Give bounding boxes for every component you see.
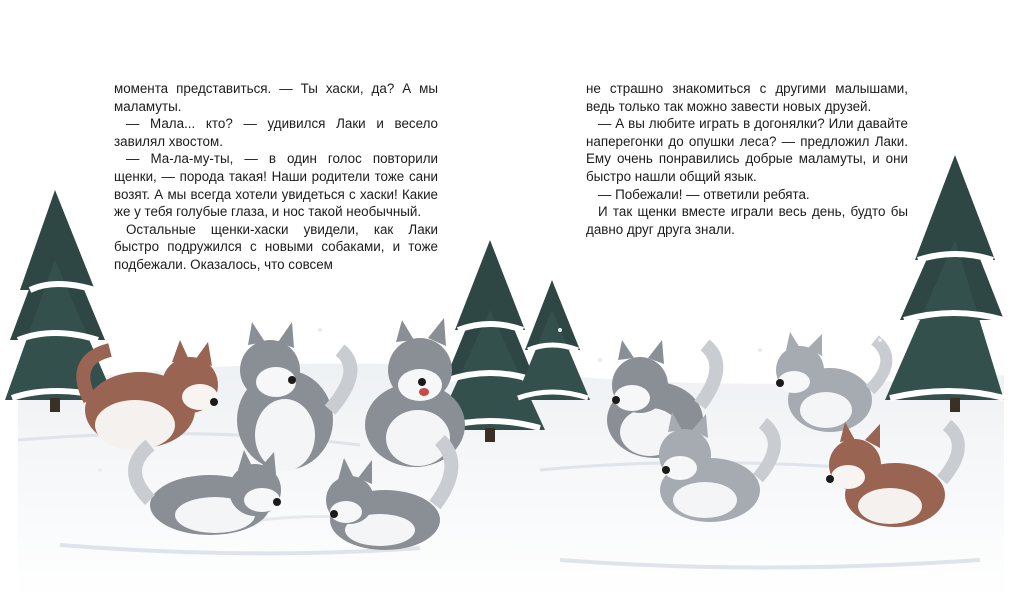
paragraph: — Побежали! — ответили ребята.	[598, 186, 810, 202]
tree-left	[5, 190, 115, 412]
text-column-right	[586, 80, 908, 238]
text-column-left	[114, 80, 438, 274]
paragraph: — Ма-ла-му-ты, — в один голос повторили щенки, — порода такая! Наши родители тоже сани возят. А мы всегда хотели увидеться с хаски! Какие же у тебя голубые глаза, и нос такой необычный.	[114, 151, 438, 220]
paragraph: — Мала... кто? — удивился Лаки и весело завилял хвостом.	[114, 116, 438, 149]
paragraph: момента представиться. — Ты хаски, да? А мы маламуты.	[114, 81, 438, 114]
paragraph: Остальные щенки-хаски увидели, как Лаки быстро подружился с новыми собаками, и тоже подбежали. Оказалось, что совсем	[114, 221, 438, 272]
paragraph: И так щенки вместе играли весь день, будто бы давно друг друга знали.	[586, 204, 908, 237]
paragraph: не страшно знакомиться с другими малышами, ведь только так можно завести новых друзей.	[586, 81, 908, 114]
paragraph: — А вы любите играть в догонялки? Или давайте наперегонки до опушки леса? — предложил Лаки. Ему очень понравились добрые маламуты, и они быстро нашли общий язык.	[586, 116, 908, 184]
tree-center-small	[515, 280, 590, 400]
